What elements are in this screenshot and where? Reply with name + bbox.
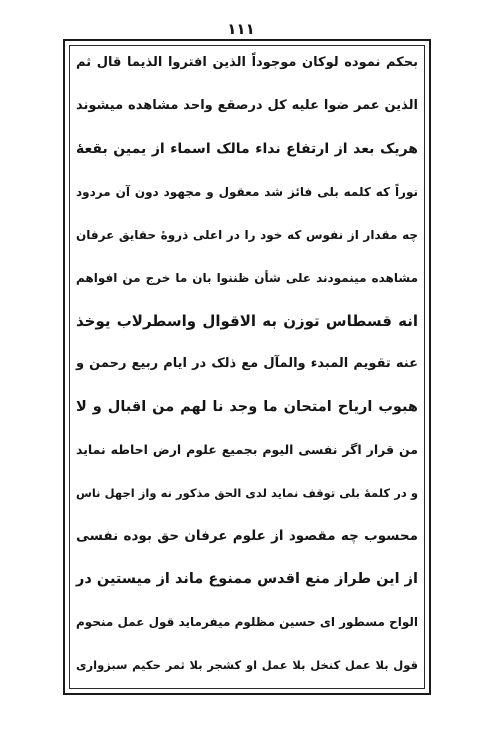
text-line-12: محسوب چه مقصود از علوم عرفان حق بوده نفسی	[76, 528, 418, 544]
page-number: ۱۱۱	[227, 20, 255, 38]
text-line-11: و در کلمۀ بلی توقف نماید لدی الحق مذکور نه واز اجهل ناس	[76, 486, 418, 500]
text-line-2: الذین عمر ضوا علیه کل درصقع واحد مشاهده میشوند	[76, 98, 418, 113]
text-line-9: هبوب ارياح امتحان ما وجد نا لهم من اقبال و لا	[76, 399, 418, 415]
text-line-7: انه قسطاس توزن به الاقوال واسطرلاب یوخذ	[76, 312, 418, 330]
manuscript-text-block	[72, 44, 422, 684]
text-line-13: از این طراز منع اقدس ممنوع ماند از میستین در	[76, 571, 418, 587]
text-line-5: چه مقدار از نفوس که خود را در اعلی ذروۀ حقایق عرفان	[76, 228, 418, 242]
text-line-4: نوراً که کلمه بلی فائز شد معقول و مجهود دون آن مردود	[76, 185, 418, 199]
text-line-10: من قرار اگر نفسی الیوم بجمیع علوم ارض احاطه نماید	[76, 442, 418, 457]
text-line-6: مشاهده مینمودند علی شأن ظننوا بان ما خرج من افواهم	[76, 271, 418, 285]
text-line-8: عنه تقویم المبدء والمآل مع ذلک در ایام ربیع رحمن و	[76, 356, 418, 371]
text-line-15: قول بلا عمل کنخل بلا عمل او کشجر بلا ثمر حکیم سبزواری	[76, 658, 418, 672]
text-line-3: هریک بعد از ارتفاع نداء مالک اسماء از یمین بقعۀ	[76, 141, 418, 157]
text-line-14: الواح مسطور ای حسین مظلوم میفرماید قول عمل منحوم	[76, 615, 418, 629]
text-line-1: بحکم نموده لوکان موجوداً الذین افتروا الذیما قال ثم	[76, 55, 418, 70]
